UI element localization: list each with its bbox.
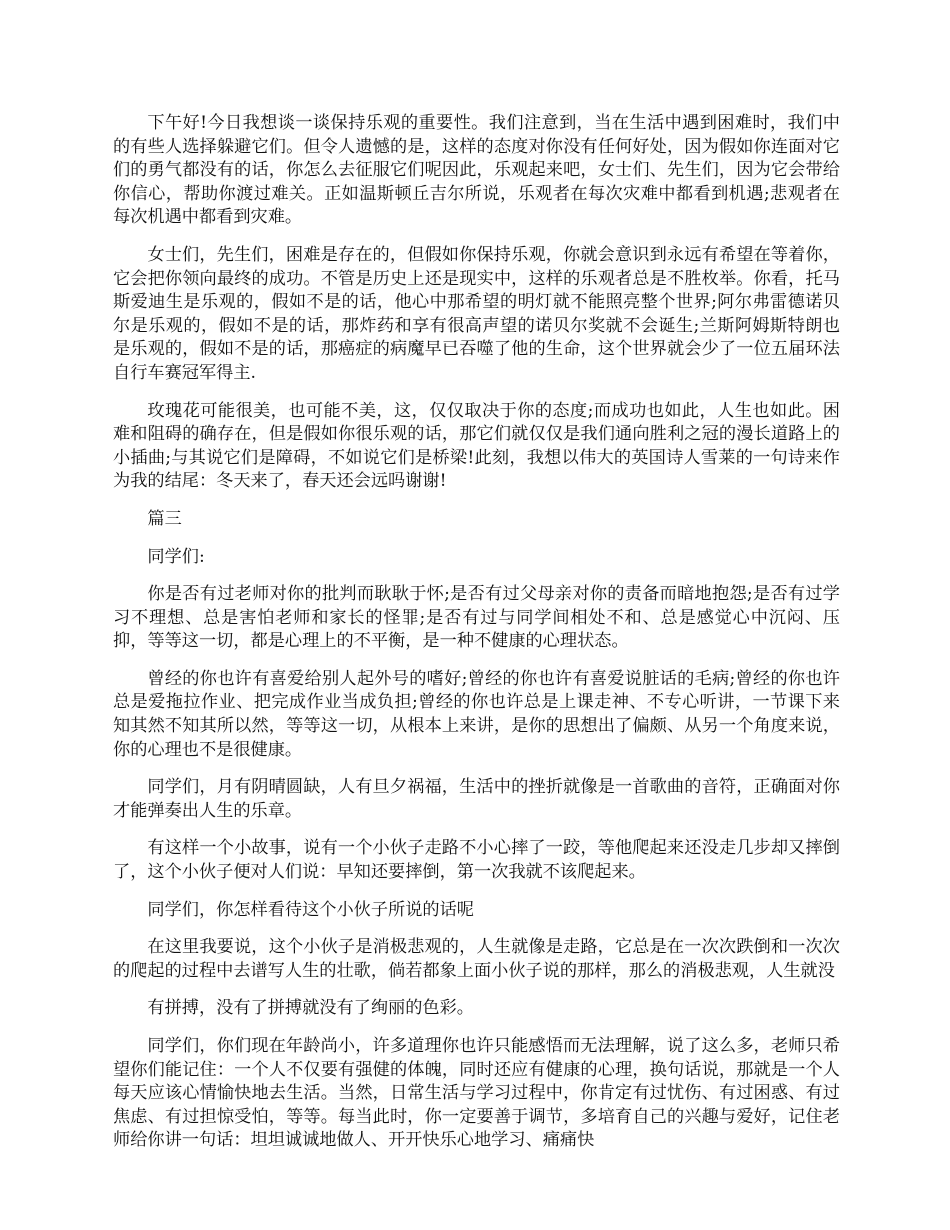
paragraph-10: 有拼搏，没有了拼搏就没有了绚丽的色彩。: [147, 998, 474, 1019]
paragraph-9: 在这里我要说，这个小伙子是消极悲观的，人生就像是走路，它总是在一次次跌倒和一次次的爬起的过程中去谱写人生的壮歌，倘若都象上面小伙子说的那样，那么的消极悲观，人生就没: [113, 937, 840, 981]
document-page: [113, 112, 840, 1167]
paragraph-3: 玫瑰花可能很美，也可能不美，这，仅仅取决于你的态度;而成功也如此，人生也如此。困难和阻碍的确存在，但是假如你很乐观的话，那它们就仅仅是我们通向胜利之冠的漫长道路上的小插曲;与其说它们是障碍，不如说它们是桥梁!此刻，我想以伟大的英国诗人雪莱的一句诗来作为我的结尾：冬天来了，春天还会远吗谢谢!: [113, 400, 840, 492]
paragraph-4: 你是否有过老师对你的批判而耿耿于怀;是否有过父母亲对你的责备而暗地抱怨;是否有过学习不理想、总是害怕老师和家长的怪罪;是否有过与同学间相处不和、总是感觉心中沉闷、压抑，等等这一切，都是心理上的不平衡，是一种不健康的心理状态。: [113, 584, 840, 652]
paragraph-7: 有这样一个小故事，说有一个小伙子走路不小心摔了一跤，等他爬起来还没走几步却又摔倒了，这个小伙子便对人们说：早知还要摔倒，第一次我就不该爬起来。: [113, 838, 840, 883]
paragraph-11: 同学们，你们现在年龄尚小，许多道理你也许只能感悟而无法理解，说了这么多，老师只希望你们能记住：一个人不仅要有强健的体魄，同时还应有健康的心理，换句话说，那就是一个人每天应该心情愉快地去生活。当然，日常生活与学习过程中，你肯定有过忧伤、有过困惑、有过焦虑、有过担惊受怕，等等。每当此时，你一定要善于调节，多培育自己的兴趣与爱好，记住老师给你讲一句话：坦坦诚诚地做人、开开快乐心地学习、痛痛快: [113, 1036, 840, 1151]
section-heading: 篇三: [147, 508, 182, 529]
salutation: 同学们:: [147, 546, 205, 567]
paragraph-5: 曾经的你也许有喜爱给别人起外号的嗜好;曾经的你也许有喜爱说脏话的毛病;曾经的你也许总是爱拖拉作业、把完成作业当成负担;曾经的你也许总是上课走神、不专心听讲，一节课下来知其然不知其所以然，等等这一切，从根本上来讲，是你的思想出了偏颇、从另一个角度来说，你的心理也不是很健康。: [113, 668, 840, 760]
paragraph-2: 女士们，先生们，困难是存在的，但假如你保持乐观，你就会意识到永远有希望在等着你，它会把你领向最终的成功。不管是历史上还是现实中，这样的乐观者总是不胜枚举。你看，托马斯爱迪生是乐观的，假如不是的话，他心中那希望的明灯就不能照亮整个世界;阿尔弗雷德诺贝尔是乐观的，假如不是的话，那炸药和享有很高声望的诺贝尔奖就不会诞生;兰斯阿姆斯特朗也是乐观的，假如不是的话，那癌症的病魔早已吞噬了他的生命，这个世界就会少了一位五届环法自行车赛冠军得主.: [113, 244, 840, 383]
paragraph-1: 下午好!今日我想谈一谈保持乐观的重要性。我们注意到，当在生活中遇到困难时，我们中的有些人选择躲避它们。但令人遗憾的是，这样的态度对你没有任何好处，因为假如你连面对它们的勇气都没有的话，你怎么去征服它们呢因此，乐观起来吧，女士们、先生们，因为它会带给你信心，帮助你渡过难关。正如温斯顿丘吉尔所说，乐观者在每次灾难中都看到机遇;悲观者在每次机遇中都看到灾难。: [113, 113, 840, 228]
paragraph-6: 同学们，月有阴晴圆缺，人有旦夕祸福，生活中的挫折就像是一首歌曲的音符，正确面对你才能弹奏出人生的乐章。: [113, 777, 840, 821]
paragraph-8: 同学们，你怎样看待这个小伙子所说的话呢: [147, 899, 474, 920]
